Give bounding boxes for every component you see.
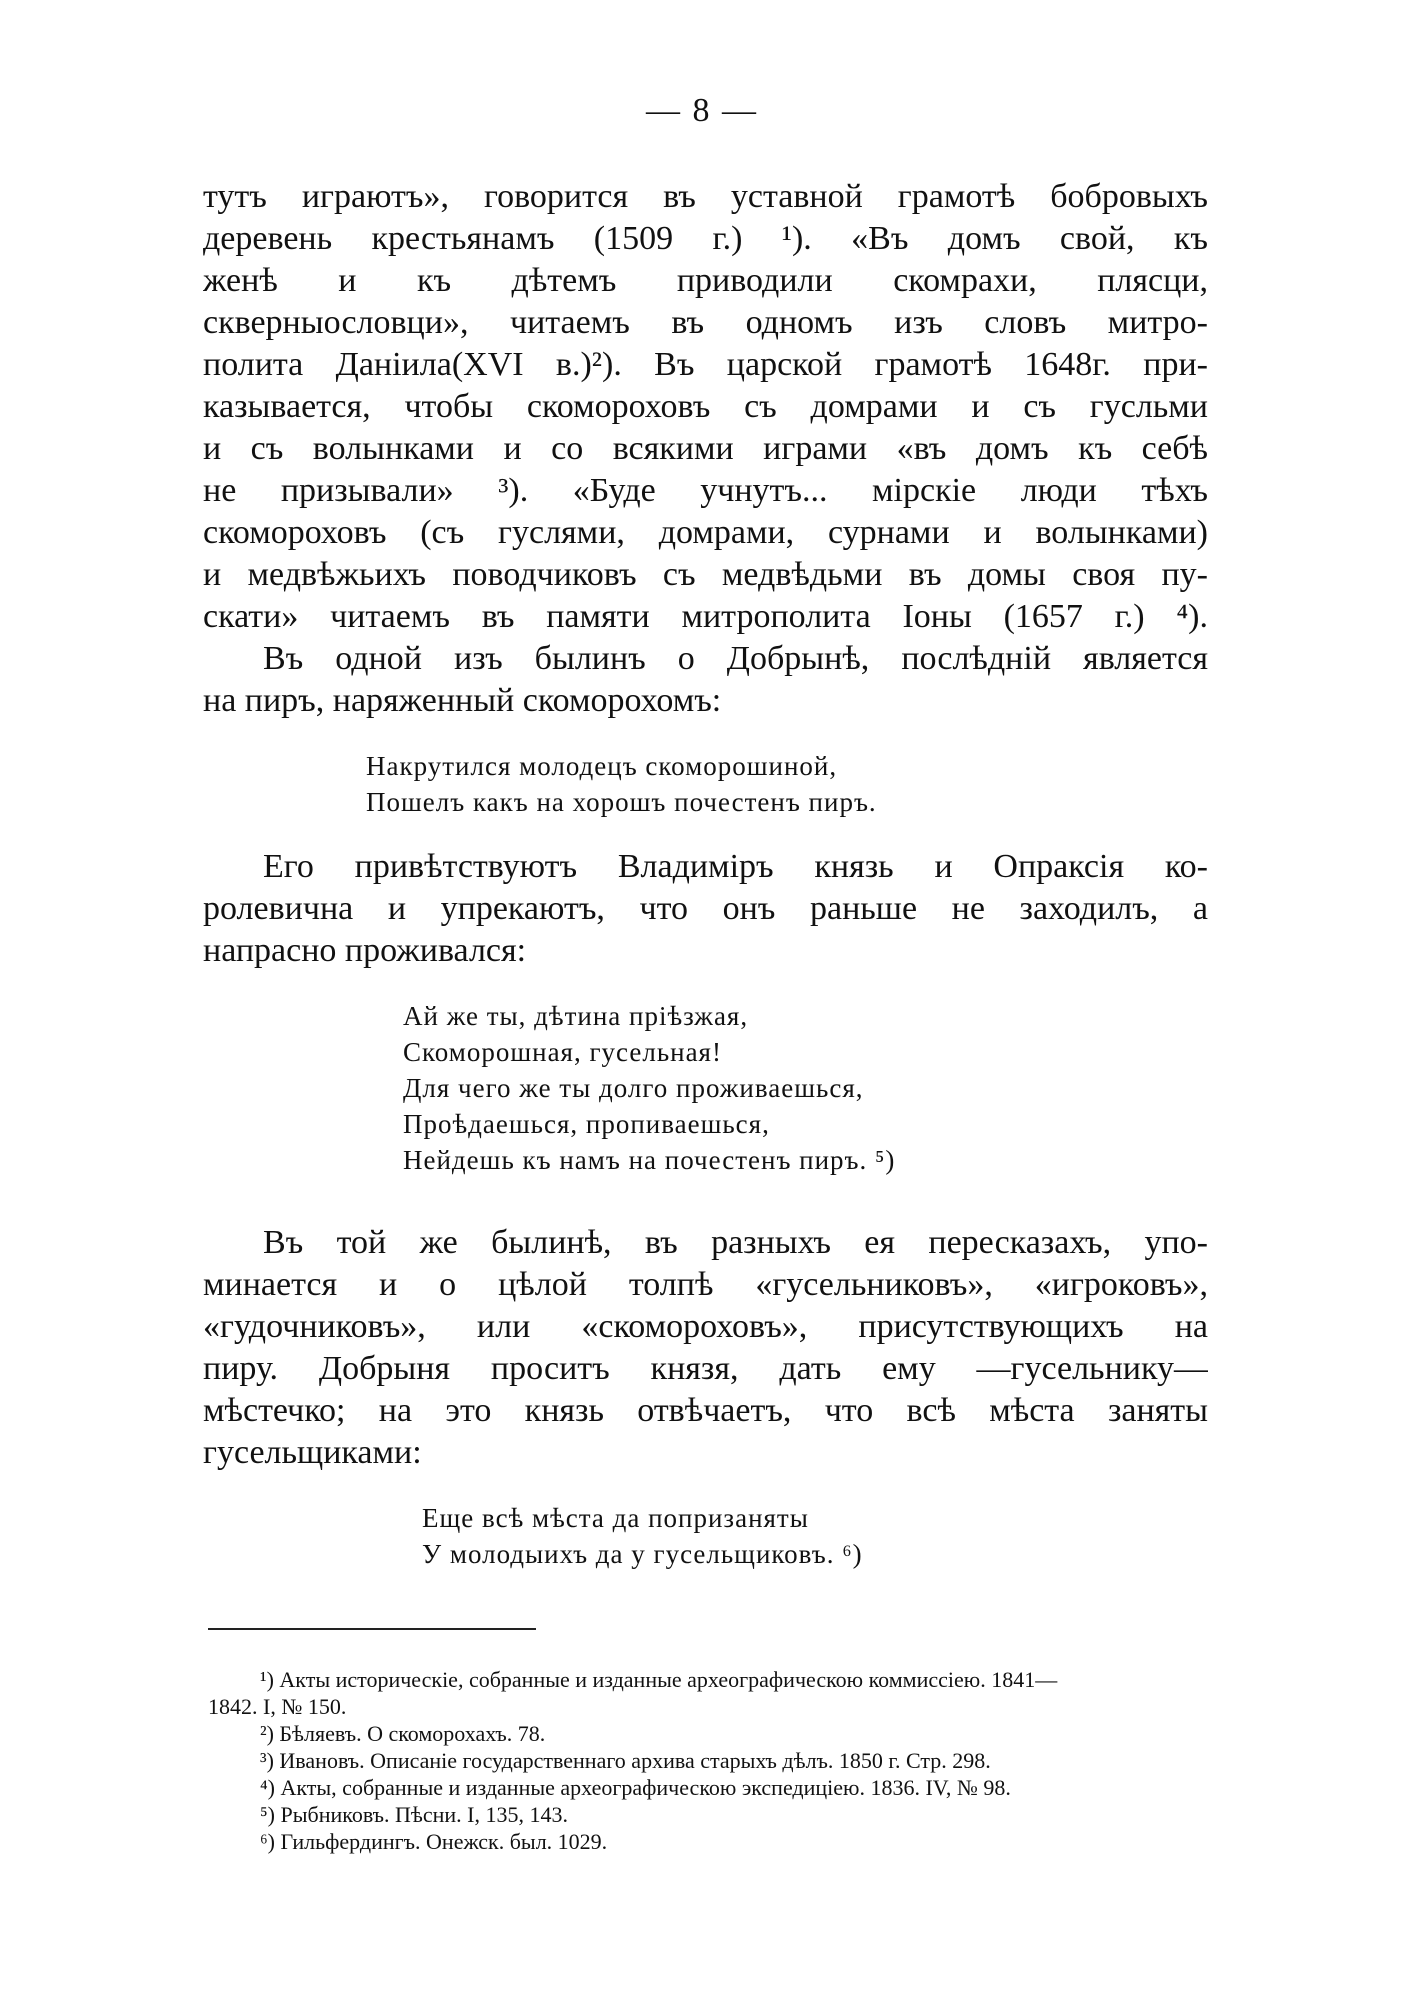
footnote-line: ¹) Акты историческіе, собранные и изданные археографическою коммиссіею. 1841— bbox=[260, 1667, 1058, 1692]
text-line: деревень крестьянамъ (1509 г.) ¹). «Въ домъ свой, къ bbox=[203, 220, 1208, 257]
footnote-line: ²) Бѣляевъ. О скоморохахъ. 78. bbox=[260, 1721, 546, 1746]
text-line: напрасно проживался: bbox=[203, 932, 527, 969]
verse-line: Пошелъ какъ на хорошъ почестенъ пиръ. bbox=[366, 787, 877, 817]
verse-line: Скоморошная, гусельная! bbox=[403, 1037, 722, 1067]
verse-line: Нейдешь къ намъ на почестенъ пиръ. ⁵) bbox=[403, 1145, 896, 1175]
paragraph-4 bbox=[203, 1222, 1208, 1474]
text-line: и съ волынками и со всякими играми «въ домъ къ себѣ bbox=[203, 430, 1208, 467]
text-line: на пиръ, наряженный скоморохомъ: bbox=[203, 682, 722, 719]
verse-quote-3 bbox=[422, 1500, 863, 1572]
text-line: и медвѣжьихъ поводчиковъ съ медвѣдьми въ домы своя пу- bbox=[203, 556, 1208, 593]
text-line: скомороховъ (съ гуслями, домрами, сурнами и волынками) bbox=[203, 514, 1208, 551]
footnote-line: 1842. I, № 150. bbox=[208, 1694, 347, 1719]
paragraph-3 bbox=[203, 846, 1208, 972]
verse-quote-1 bbox=[366, 748, 877, 820]
footnote-line: ³) Ивановъ. Описаніе государственнаго архива старыхъ дѣлъ. 1850 г. Стр. 298. bbox=[260, 1748, 991, 1773]
verse-line: Для чего же ты долго проживаешься, bbox=[403, 1073, 864, 1103]
footnotes bbox=[208, 1666, 1208, 1855]
text-line: не призывали» ³). «Буде учнутъ... мірскіе люди тѣхъ bbox=[203, 472, 1208, 509]
paragraph-2 bbox=[203, 638, 1208, 722]
paragraph-1 bbox=[203, 176, 1208, 638]
text-line: тутъ играютъ», говорится въ уставной грамотѣ бобровыхъ bbox=[203, 178, 1208, 215]
text-line: скверныословци», читаемъ въ одномъ изъ словъ митро- bbox=[203, 304, 1208, 341]
page-number: — 8 — bbox=[646, 92, 758, 129]
verse-line: Накрутился молодецъ скоморошиной, bbox=[366, 751, 838, 781]
footnote-line: ⁶) Гильфердингъ. Онежск. был. 1029. bbox=[260, 1829, 608, 1854]
text-line: Его привѣтствуютъ Владиміръ князь и Опраксія ко- bbox=[263, 848, 1208, 885]
text-line: «гудочниковъ», или «скомороховъ», присутствующихъ на bbox=[203, 1308, 1208, 1345]
verse-line: Еще всѣ мѣста да попризаняты bbox=[422, 1503, 809, 1533]
text-line: гусельщиками: bbox=[203, 1434, 422, 1471]
verse-line: У молодыихъ да у гусельщиковъ. ⁶) bbox=[422, 1539, 863, 1569]
verse-quote-2 bbox=[403, 998, 895, 1178]
footnote-divider bbox=[208, 1628, 536, 1630]
text-line: Въ одной изъ былинъ о Добрынѣ, послѣдній является bbox=[263, 640, 1208, 677]
text-line: женѣ и къ дѣтемъ приводили скомрахи, плясци, bbox=[203, 262, 1208, 299]
text-line: казывается, чтобы скомороховъ съ домрами и съ гусльми bbox=[203, 388, 1208, 425]
footnote-line: ⁴) Акты, собранные и изданные археографическою экспедиціею. 1836. IV, № 98. bbox=[260, 1775, 1011, 1800]
verse-line: Ай же ты, дѣтина пріѣзжая, bbox=[403, 1001, 749, 1031]
text-line: полита Даніила(XVI в.)²). Въ царской грамотѣ 1648г. при- bbox=[203, 346, 1208, 383]
footnote-line: ⁵) Рыбниковъ. Пѣсни. I, 135, 143. bbox=[260, 1802, 569, 1827]
text-line: минается и о цѣлой толпѣ «гусельниковъ», «игроковъ», bbox=[203, 1266, 1208, 1303]
text-line: ролевична и упрекаютъ, что онъ раньше не заходилъ, а bbox=[203, 890, 1208, 927]
text-line: Въ той же былинѣ, въ разныхъ ея пересказахъ, упо- bbox=[263, 1224, 1208, 1261]
text-line: мѣстечко; на это князь отвѣчаетъ, что всѣ мѣста заняты bbox=[203, 1392, 1208, 1429]
text-line: скати» читаемъ въ памяти митрополита Іоны (1657 г.) ⁴). bbox=[203, 598, 1208, 635]
verse-line: Проѣдаешься, пропиваешься, bbox=[403, 1109, 770, 1139]
text-line: пиру. Добрыня проситъ князя, дать ему —гусельнику— bbox=[203, 1350, 1208, 1387]
